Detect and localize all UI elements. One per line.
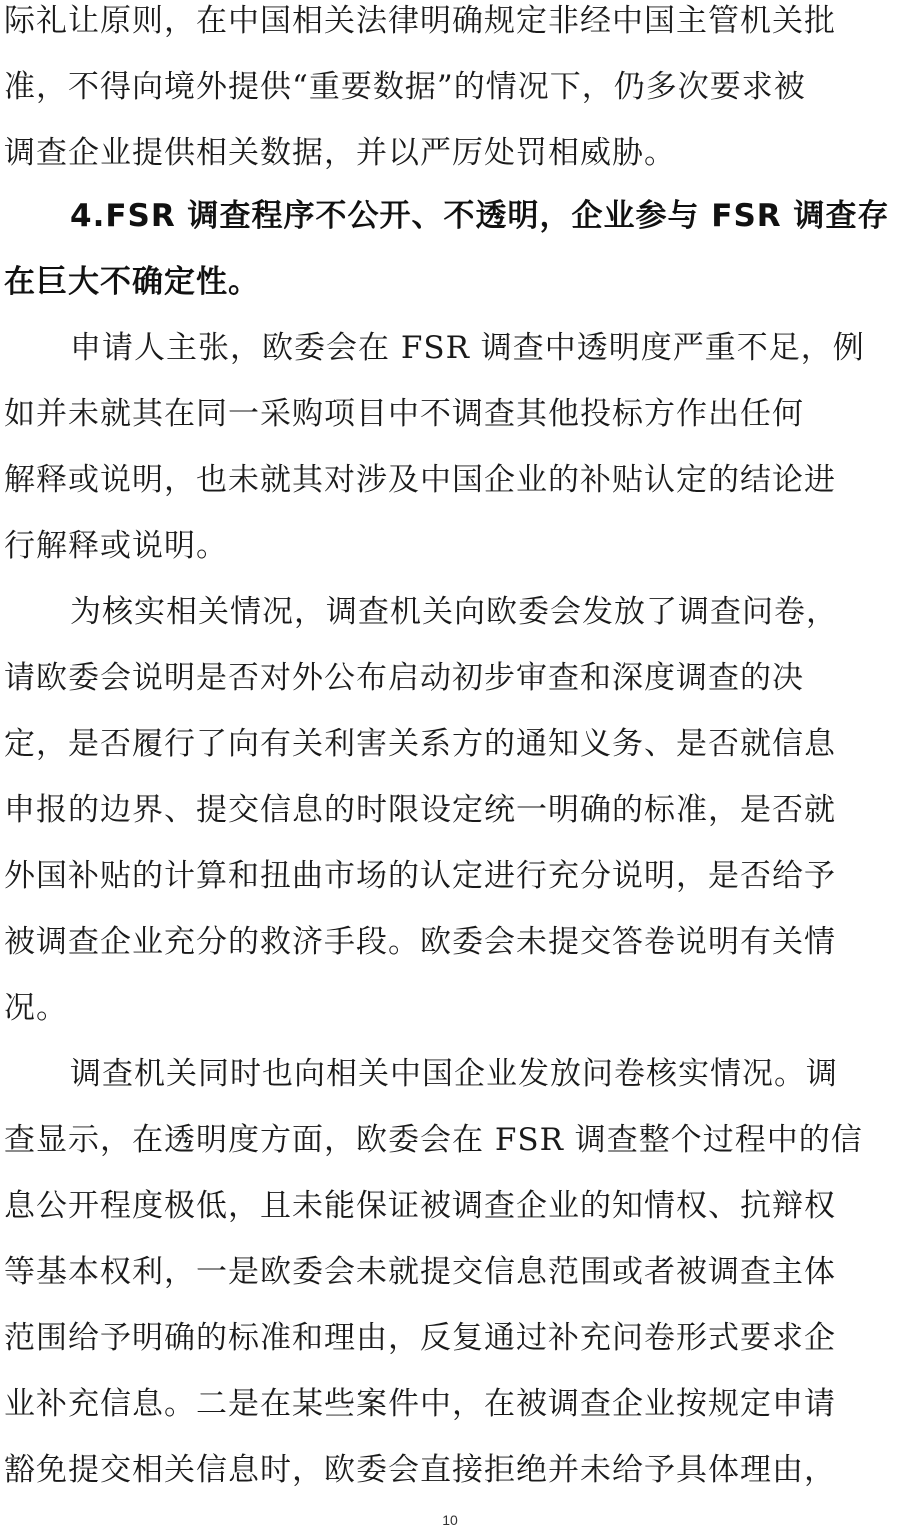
text-line: 定，是否履行了向有关利害关系方的通知义务、是否就信息 (4, 726, 836, 762)
paragraph-first-line: 为核实相关情况，调查机关向欧委会发放了调查问卷， (70, 594, 838, 630)
text-line: 准，不得向境外提供“重要数据”的情况下，仍多次要求被 (4, 69, 806, 105)
text-line: 等基本权利，一是欧委会未就提交信息范围或者被调查主体 (4, 1254, 836, 1290)
text-line: 外国补贴的计算和扭曲市场的认定进行充分说明，是否给予 (4, 858, 836, 894)
text-line: 查显示，在透明度方面，欧委会在 FSR 调查整个过程中的信 (4, 1122, 863, 1158)
paragraph-first-line: 申请人主张，欧委会在 FSR 调查中透明度严重不足，例 (70, 330, 865, 366)
text-line: 请欧委会说明是否对外公布启动初步审查和深度调查的决 (4, 660, 804, 696)
text-line: 申报的边界、提交信息的时限设定统一明确的标准，是否就 (4, 792, 836, 828)
text-line: 豁免提交相关信息时，欧委会直接拒绝并未给予具体理由， (4, 1452, 836, 1488)
text-line: 被调查企业充分的救济手段。欧委会未提交答卷说明有关情 (4, 924, 836, 960)
text-line: 际礼让原则，在中国相关法律明确规定非经中国主管机关批 (4, 3, 836, 39)
text-line: 业补充信息。二是在某些案件中，在被调查企业按规定申请 (4, 1386, 836, 1422)
text-line: 况。 (4, 990, 68, 1026)
section-heading-line: 在巨大不确定性。 (4, 264, 260, 300)
text-line: 如并未就其在同一采购项目中不调查其他投标方作出任何 (4, 396, 804, 432)
text-line: 调查企业提供相关数据，并以严厉处罚相威胁。 (4, 135, 676, 171)
text-line: 解释或说明，也未就其对涉及中国企业的补贴认定的结论进 (4, 462, 836, 498)
section-heading-line: 4.FSR 调查程序不公开、不透明，企业参与 FSR 调查存 (70, 198, 890, 234)
page-number: 10 (442, 1512, 458, 1528)
paragraph-first-line: 调查机关同时也向相关中国企业发放问卷核实情况。调 (70, 1056, 838, 1092)
text-line: 范围给予明确的标准和理由，反复通过补充问卷形式要求企 (4, 1320, 836, 1356)
text-line: 行解释或说明。 (4, 528, 228, 564)
text-line: 息公开程度极低，且未能保证被调查企业的知情权、抗辩权 (4, 1188, 836, 1224)
